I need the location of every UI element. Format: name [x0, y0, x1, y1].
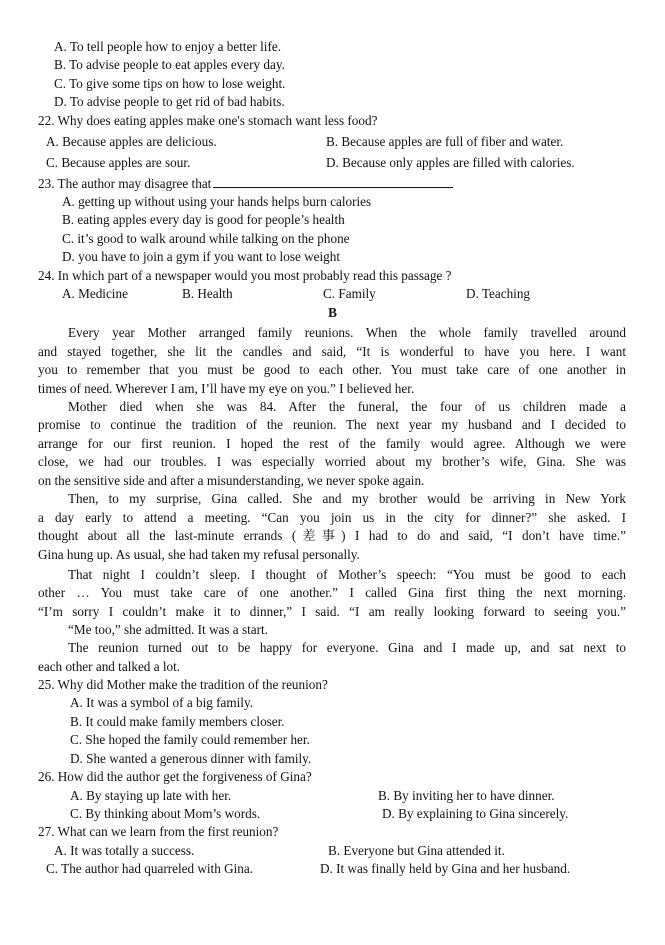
q21-option-a: A. To tell people how to enjoy a better life.: [54, 39, 281, 54]
q25-option-b: B. It could make family members closer.: [70, 714, 285, 729]
q24-stem: 24. In which part of a newspaper would you most probably read this passage ?: [38, 268, 452, 283]
passage-line: other … You must take care of one another.” I called Gina first thing the next morning.: [38, 585, 626, 600]
q26-option-d: D. By explaining to Gina sincerely.: [382, 806, 569, 821]
q22-option-c: C. Because apples are sour.: [46, 155, 191, 170]
q25-option-a: A. It was a symbol of a big family.: [70, 695, 254, 710]
passage-line: Then, to my surprise, Gina called. She and my brother would be arriving in New York: [68, 491, 626, 506]
section-label: B: [328, 305, 337, 320]
passage-line: each other and talked a lot.: [38, 659, 181, 674]
q27-option-b: B. Everyone but Gina attended it.: [328, 843, 505, 858]
q22-option-d: D. Because only apples are filled with calories.: [326, 155, 575, 170]
q22-option-b: B. Because apples are full of fiber and water.: [326, 134, 564, 149]
q23-option-a: A. getting up without using your hands helps burn calories: [62, 194, 372, 209]
passage-line: promise to continue the tradition of the reunion. The next year my husband and I decided to: [38, 417, 626, 432]
passage-line: Gina hung up. As usual, she had taken my refusal personally.: [38, 547, 360, 562]
passage-line: and stayed together, she lit the candles and said, “It is wonderful to have you here. I want: [38, 344, 626, 359]
passage-line: “I’m sorry I couldn’t make it to dinner,” I said. “I am really looking forward to seeing you.”: [38, 604, 626, 619]
answer-blank: [213, 175, 453, 188]
passage-line: “Me too,” she admitted. It was a start.: [68, 622, 268, 637]
q26-option-b: B. By inviting her to have dinner.: [378, 788, 555, 803]
q23-stem-text: 23. The author may disagree that: [38, 176, 212, 191]
q26-stem: 26. How did the author get the forgiveness of Gina?: [38, 769, 312, 784]
q27-option-c: C. The author had quarreled with Gina.: [46, 861, 254, 876]
q23-option-d: D. you have to join a gym if you want to lose weight: [62, 249, 340, 264]
q23-option-c: C. it’s good to walk around while talking on the phone: [62, 231, 350, 246]
passage-line: close, we had our troubles. I was especially worried about my brother’s wife, Gina. She was: [38, 454, 626, 469]
passage-line: Every year Mother arranged family reunions. When the whole family travelled around: [68, 325, 626, 340]
passage-line: on the sensitive side and after a misunderstanding, we never spoke again.: [38, 473, 425, 488]
q27-stem: 27. What can we learn from the first reunion?: [38, 824, 279, 839]
passage-line: times of need. Wherever I am, I’ll have my eye on you.” I believed her.: [38, 381, 415, 396]
q21-option-c: C. To give some tips on how to lose weight.: [54, 76, 286, 91]
q25-option-c: C. She hoped the family could remember her.: [70, 732, 310, 747]
q21-option-d: D. To advise people to get rid of bad habits.: [54, 94, 285, 109]
q24-option-b: B. Health: [182, 286, 233, 301]
passage-line: you to remember that you must be good to each other. You must take care of one another in: [38, 362, 626, 377]
q24-option-c: C. Family: [323, 286, 376, 301]
passage-line: thought about all the last-minute errands (差事) I had to do and said, “I don’t have time.”: [38, 528, 626, 543]
passage-line: Mother died when she was 84. After the funeral, the four of us children made a: [68, 399, 626, 414]
q22-option-a: A. Because apples are delicious.: [46, 134, 217, 149]
q25-option-d: D. She wanted a generous dinner with family.: [70, 751, 312, 766]
passage-line: arrange for our first reunion. I hoped the rest of the family would agree. Although we were: [38, 436, 626, 451]
passage-line: That night I couldn’t sleep. I thought of Mother’s speech: “You must be good to each: [68, 567, 626, 582]
q21-option-b: B. To advise people to eat apples every day.: [54, 57, 285, 72]
q24-option-a: A. Medicine: [62, 286, 128, 301]
q27-option-d: D. It was finally held by Gina and her husband.: [320, 861, 571, 876]
q26-option-c: C. By thinking about Mom’s words.: [70, 806, 261, 821]
q27-option-a: A. It was totally a success.: [54, 843, 195, 858]
q23-option-b: B. eating apples every day is good for people’s health: [62, 212, 345, 227]
q24-option-d: D. Teaching: [466, 286, 531, 301]
passage-line: The reunion turned out to be happy for everyone. Gina and I made up, and sat next to: [68, 640, 626, 655]
q23-stem: [38, 175, 453, 193]
q26-option-a: A. By staying up late with her.: [70, 788, 232, 803]
passage-line: a day early to attend a meeting. “Can you join us in the city for dinner?” she asked. I: [38, 510, 626, 525]
q25-stem: 25. Why did Mother make the tradition of the reunion?: [38, 677, 328, 692]
q22-stem: 22. Why does eating apples make one's stomach want less food?: [38, 113, 378, 128]
